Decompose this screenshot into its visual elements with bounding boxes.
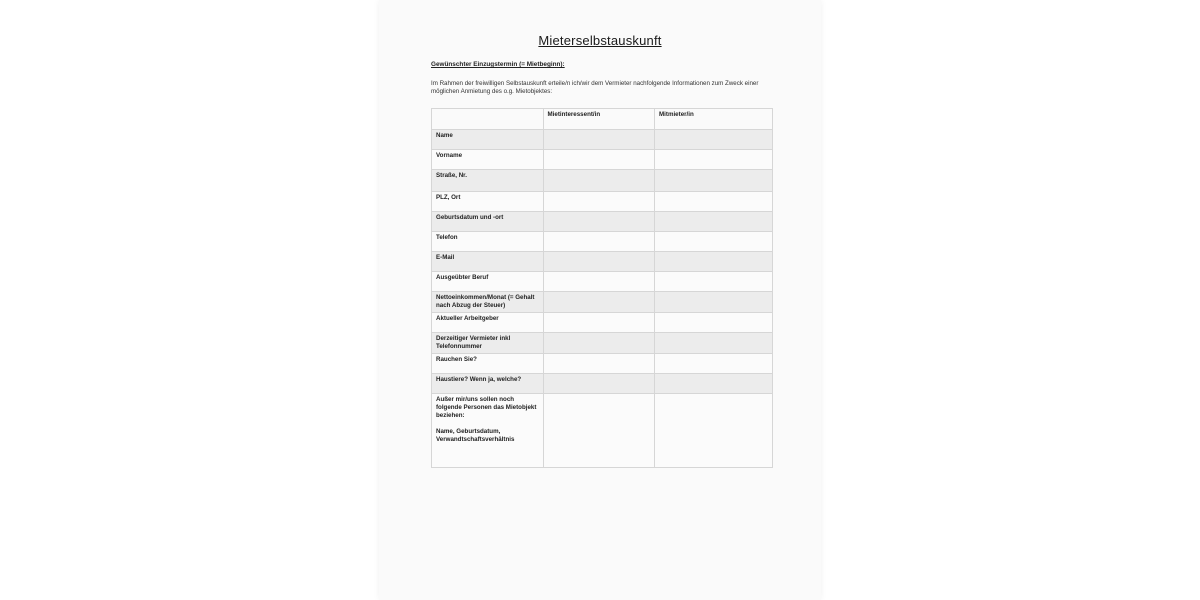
applicant-value-cell[interactable] <box>543 313 655 333</box>
co-tenant-value-cell[interactable] <box>655 130 773 150</box>
table-row <box>432 374 773 394</box>
row-label: Aktueller Arbeitgeber <box>432 313 544 333</box>
co-tenant-value-cell[interactable] <box>655 354 773 374</box>
applicant-value-cell[interactable] <box>543 272 655 292</box>
row-label: Ausgeübter Beruf <box>432 272 544 292</box>
co-tenant-value-cell[interactable] <box>655 252 773 272</box>
row-label: Derzeitiger Vermieter inkl Telefonnummer <box>432 333 544 354</box>
co-tenant-value-cell[interactable] <box>655 292 773 313</box>
applicant-value-cell[interactable] <box>543 374 655 394</box>
co-tenant-value-cell[interactable] <box>655 374 773 394</box>
table-header-row <box>432 109 773 130</box>
row-label: Name <box>432 130 544 150</box>
applicant-value-cell[interactable] <box>543 192 655 212</box>
row-label: PLZ, Ort <box>432 192 544 212</box>
row-label: Rauchen Sie? <box>432 354 544 374</box>
table-row <box>432 252 773 272</box>
header-label-column <box>432 109 544 130</box>
table-row <box>432 333 773 354</box>
applicant-value-cell[interactable] <box>543 252 655 272</box>
tenant-info-table <box>431 108 773 468</box>
table-row <box>432 313 773 333</box>
table-row <box>432 130 773 150</box>
table-row <box>432 150 773 170</box>
header-applicant: Mietinteressent/in <box>543 109 655 130</box>
row-label: Geburtsdatum und -ort <box>432 212 544 232</box>
co-tenant-value-cell[interactable] <box>655 313 773 333</box>
applicant-value-cell[interactable] <box>543 170 655 192</box>
header-co-tenant: Mitmieter/in <box>655 109 773 130</box>
row-label: Vorname <box>432 150 544 170</box>
table-row <box>432 292 773 313</box>
co-tenant-value-cell[interactable] <box>655 333 773 354</box>
row-label: E-Mail <box>432 252 544 272</box>
applicant-value-cell[interactable] <box>543 212 655 232</box>
table-row <box>432 192 773 212</box>
applicant-value-cell[interactable] <box>543 150 655 170</box>
table-row <box>432 394 773 468</box>
table-row <box>432 272 773 292</box>
table-row <box>432 354 773 374</box>
table-row <box>432 232 773 252</box>
co-tenant-value-cell[interactable] <box>655 192 773 212</box>
applicant-value-cell[interactable] <box>543 333 655 354</box>
applicant-value-cell[interactable] <box>543 394 655 468</box>
document-title: Mieterselbstauskunft <box>538 33 662 48</box>
table-body <box>432 130 773 468</box>
co-tenant-value-cell[interactable] <box>655 212 773 232</box>
row-label: Telefon <box>432 232 544 252</box>
table-row <box>432 170 773 192</box>
move-in-date-label: Gewünschter Einzugstermin (= Mietbeginn): <box>431 61 565 68</box>
row-label: Haustiere? Wenn ja, welche? <box>432 374 544 394</box>
document-page <box>379 0 821 600</box>
co-tenant-value-cell[interactable] <box>655 272 773 292</box>
intro-paragraph: Im Rahmen der freiwilligen Selbstauskunft erteile/n ich/wir dem Vermieter nachfolgende Informationen zum Zweck einer möglichen Anmietung des o.g. Mietobjektes: <box>431 80 759 96</box>
applicant-value-cell[interactable] <box>543 354 655 374</box>
row-label: Außer mir/uns sollen noch folgende Personen das Mietobjekt beziehen: Name, Geburtsdatum, Verwandtschaftsverhältnis <box>432 394 544 468</box>
row-label: Nettoeinkommen/Monat (= Gehalt nach Abzug der Steuer) <box>432 292 544 313</box>
co-tenant-value-cell[interactable] <box>655 232 773 252</box>
co-tenant-value-cell[interactable] <box>655 150 773 170</box>
applicant-value-cell[interactable] <box>543 130 655 150</box>
co-tenant-value-cell[interactable] <box>655 394 773 468</box>
row-label: Straße, Nr. <box>432 170 544 192</box>
applicant-value-cell[interactable] <box>543 232 655 252</box>
table-row <box>432 212 773 232</box>
applicant-value-cell[interactable] <box>543 292 655 313</box>
co-tenant-value-cell[interactable] <box>655 170 773 192</box>
